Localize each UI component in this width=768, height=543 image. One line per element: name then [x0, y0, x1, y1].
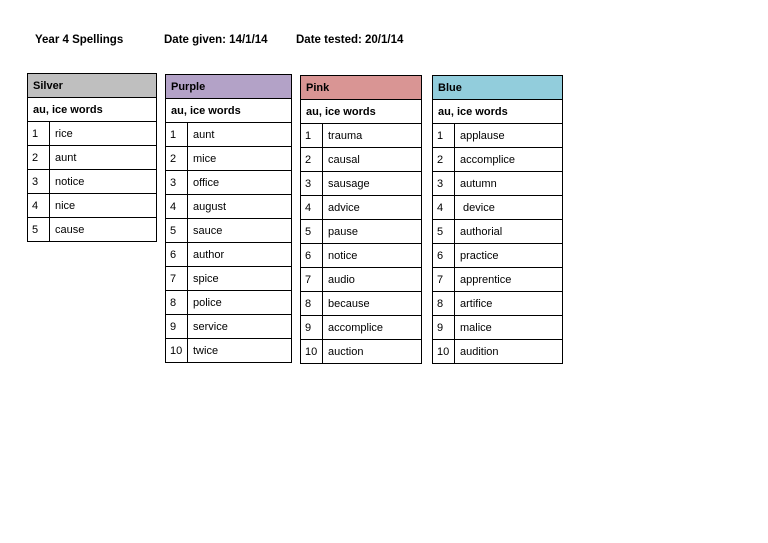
list-title: Purple: [166, 75, 292, 99]
word-number: 4: [301, 196, 323, 220]
table-row: [433, 316, 563, 340]
spelling-word: service: [188, 315, 292, 339]
list-title-row: [433, 76, 563, 100]
spelling-table-pink: [300, 75, 422, 364]
table-row: [166, 219, 292, 243]
table-row: [433, 172, 563, 196]
table-row: [301, 316, 422, 340]
word-number: 9: [166, 315, 188, 339]
word-number: 3: [301, 172, 323, 196]
spelling-word: police: [188, 291, 292, 315]
word-number: 7: [166, 267, 188, 291]
table-row: [28, 122, 157, 146]
word-number: 2: [433, 148, 455, 172]
list-subtitle: au, ice words: [301, 100, 422, 124]
word-number: 10: [433, 340, 455, 364]
word-number: 2: [301, 148, 323, 172]
word-number: 1: [28, 122, 50, 146]
spelling-table-blue: [432, 75, 563, 364]
table-row: [28, 194, 157, 218]
table-row: [433, 340, 563, 364]
spelling-word: audio: [323, 268, 422, 292]
table-row: [301, 196, 422, 220]
spelling-word: cause: [50, 218, 157, 242]
spelling-word: accomplice: [455, 148, 563, 172]
table-row: [301, 268, 422, 292]
word-number: 2: [28, 146, 50, 170]
table-row: [433, 220, 563, 244]
list-subtitle-row: [28, 98, 157, 122]
spelling-word: because: [323, 292, 422, 316]
word-number: 5: [301, 220, 323, 244]
spelling-word: sauce: [188, 219, 292, 243]
spelling-word: nice: [50, 194, 157, 218]
word-number: 1: [433, 124, 455, 148]
spelling-word: apprentice: [455, 268, 563, 292]
spelling-word: aunt: [188, 123, 292, 147]
word-number: 5: [433, 220, 455, 244]
list-title-row: [166, 75, 292, 99]
list-subtitle: au, ice words: [166, 99, 292, 123]
page-title: Year 4 Spellings: [35, 34, 124, 46]
spelling-word: authorial: [455, 220, 563, 244]
list-subtitle: au, ice words: [28, 98, 157, 122]
spelling-word: trauma: [323, 124, 422, 148]
list-title-row: [301, 76, 422, 100]
spelling-word: mice: [188, 147, 292, 171]
word-number: 6: [301, 244, 323, 268]
spelling-word: autumn: [455, 172, 563, 196]
spelling-word: notice: [323, 244, 422, 268]
list-title: Blue: [433, 76, 563, 100]
word-number: 8: [433, 292, 455, 316]
table-row: [166, 267, 292, 291]
spelling-word: accomplice: [323, 316, 422, 340]
word-number: 2: [166, 147, 188, 171]
table-row: [301, 148, 422, 172]
table-row: [28, 170, 157, 194]
spelling-table-purple: [165, 74, 292, 363]
word-number: 3: [166, 171, 188, 195]
table-row: [166, 123, 292, 147]
table-row: [166, 243, 292, 267]
spelling-word: sausage: [323, 172, 422, 196]
list-title-row: [28, 74, 157, 98]
spelling-word: applause: [455, 124, 563, 148]
spelling-word: author: [188, 243, 292, 267]
table-row: [166, 315, 292, 339]
word-number: 3: [433, 172, 455, 196]
word-number: 10: [166, 339, 188, 363]
list-subtitle: au, ice words: [433, 100, 563, 124]
word-number: 4: [166, 195, 188, 219]
date-given: Date given: 14/1/14: [164, 34, 268, 46]
word-number: 8: [301, 292, 323, 316]
word-number: 8: [166, 291, 188, 315]
list-title: Pink: [301, 76, 422, 100]
spelling-word: office: [188, 171, 292, 195]
word-number: 4: [433, 196, 455, 220]
table-row: [433, 124, 563, 148]
table-row: [166, 291, 292, 315]
word-number: 10: [301, 340, 323, 364]
list-subtitle-row: [433, 100, 563, 124]
word-number: 9: [301, 316, 323, 340]
table-row: [301, 220, 422, 244]
spelling-word: twice: [188, 339, 292, 363]
spelling-word: device: [455, 196, 563, 220]
table-row: [166, 147, 292, 171]
table-row: [28, 146, 157, 170]
list-title: Silver: [28, 74, 157, 98]
list-subtitle-row: [166, 99, 292, 123]
table-row: [301, 292, 422, 316]
table-row: [166, 171, 292, 195]
table-row: [301, 124, 422, 148]
table-row: [166, 195, 292, 219]
spelling-word: audition: [455, 340, 563, 364]
table-row: [301, 172, 422, 196]
table-row: [433, 148, 563, 172]
list-subtitle-row: [301, 100, 422, 124]
word-number: 6: [433, 244, 455, 268]
word-number: 7: [301, 268, 323, 292]
word-number: 1: [166, 123, 188, 147]
word-number: 3: [28, 170, 50, 194]
word-number: 5: [28, 218, 50, 242]
word-number: 5: [166, 219, 188, 243]
spelling-word: spice: [188, 267, 292, 291]
spelling-word: malice: [455, 316, 563, 340]
word-number: 7: [433, 268, 455, 292]
spelling-word: august: [188, 195, 292, 219]
spelling-word: notice: [50, 170, 157, 194]
spelling-word: pause: [323, 220, 422, 244]
table-row: [301, 340, 422, 364]
spelling-word: aunt: [50, 146, 157, 170]
table-row: [433, 196, 563, 220]
table-row: [28, 218, 157, 242]
word-number: 4: [28, 194, 50, 218]
spelling-word: rice: [50, 122, 157, 146]
word-number: 1: [301, 124, 323, 148]
table-row: [301, 244, 422, 268]
date-tested: Date tested: 20/1/14: [296, 34, 404, 46]
spelling-word: advice: [323, 196, 422, 220]
table-row: [433, 244, 563, 268]
spelling-table-silver: [27, 73, 157, 242]
table-row: [433, 268, 563, 292]
spelling-word: artifice: [455, 292, 563, 316]
spelling-word: causal: [323, 148, 422, 172]
word-number: 9: [433, 316, 455, 340]
word-number: 6: [166, 243, 188, 267]
table-row: [166, 339, 292, 363]
table-row: [433, 292, 563, 316]
spelling-word: practice: [455, 244, 563, 268]
spelling-word: auction: [323, 340, 422, 364]
